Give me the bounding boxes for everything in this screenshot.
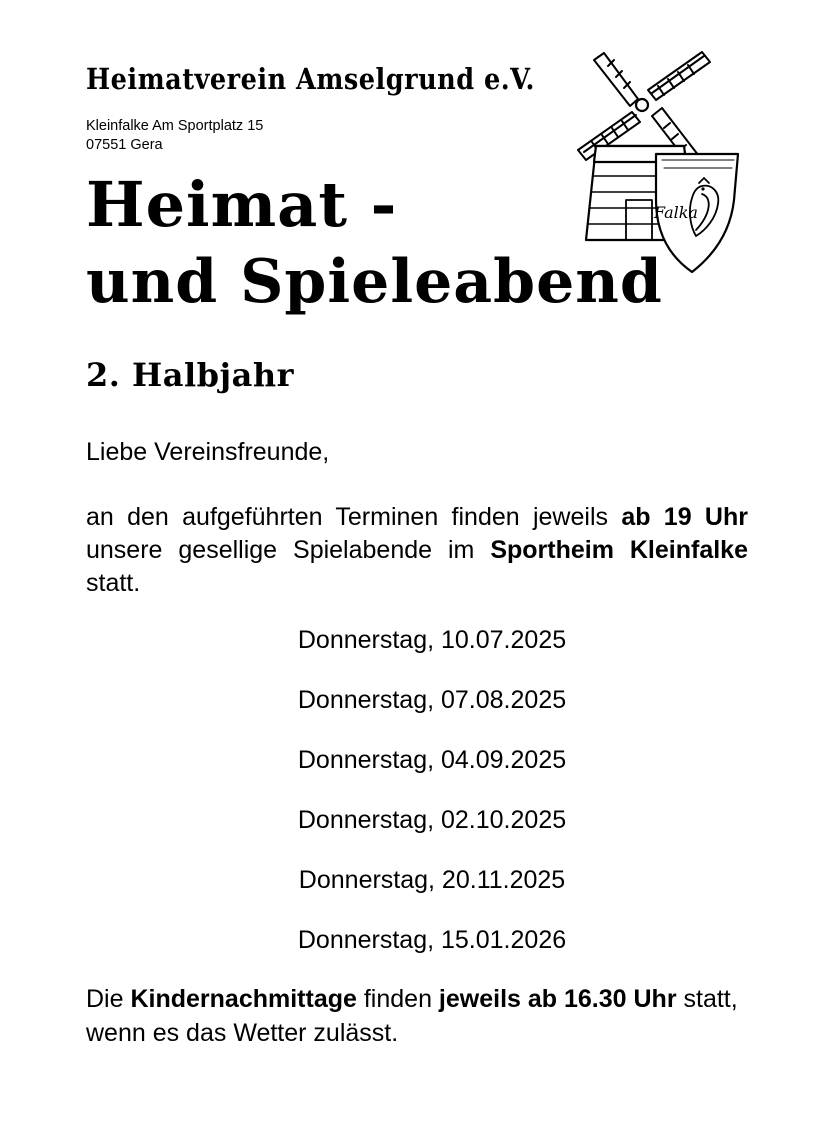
closing-bold-time: jeweils ab 16.30 Uhr bbox=[438, 985, 677, 1014]
list-item: Donnerstag, 02.10.2025 bbox=[297, 806, 567, 835]
windmill-coat-of-arms-logo bbox=[552, 50, 752, 290]
subtitle-halbjahr: 2. Halbjahr bbox=[86, 355, 294, 394]
intro-bold-time: ab 19 Uhr bbox=[621, 502, 748, 531]
salutation: Liebe Vereinsfreunde, bbox=[86, 437, 330, 466]
closing-text-part-1: Die bbox=[86, 985, 131, 1014]
title-line-1: Heimat - bbox=[86, 168, 398, 242]
intro-paragraph bbox=[86, 501, 748, 601]
title-line-2: und Spieleabend bbox=[86, 247, 663, 318]
intro-bold-venue: Sportheim Kleinfalke bbox=[490, 535, 748, 564]
closing-text-part-2: finden bbox=[356, 985, 439, 1014]
closing-paragraph bbox=[86, 983, 752, 1051]
logo-motto-text: Falka bbox=[654, 203, 698, 222]
closing-text-part-3: statt, wenn es das Wetter zulässt. bbox=[86, 985, 738, 1048]
organization-name: Heimatverein Amselgrund e.V. bbox=[86, 62, 535, 96]
list-item: Donnerstag, 10.07.2025 bbox=[297, 626, 567, 655]
list-item: Donnerstag, 15.01.2026 bbox=[297, 926, 567, 955]
list-item: Donnerstag, 04.09.2025 bbox=[297, 746, 567, 775]
intro-text-part-2: unsere gesellige Spielabende im bbox=[86, 535, 491, 564]
closing-bold-kindernachmittage: Kindernachmittage bbox=[130, 985, 357, 1014]
address-line-street: Kleinfalke Am Sportplatz 15 bbox=[86, 117, 264, 134]
date-list bbox=[86, 626, 750, 955]
intro-text-part-1: an den aufgeführten Terminen finden jeweils bbox=[86, 502, 622, 531]
intro-text-part-3: statt. bbox=[86, 569, 141, 598]
address-line-city: 07551 Gera bbox=[86, 137, 163, 154]
list-item: Donnerstag, 07.08.2025 bbox=[297, 686, 567, 715]
list-item: Donnerstag, 20.11.2025 bbox=[298, 866, 566, 895]
